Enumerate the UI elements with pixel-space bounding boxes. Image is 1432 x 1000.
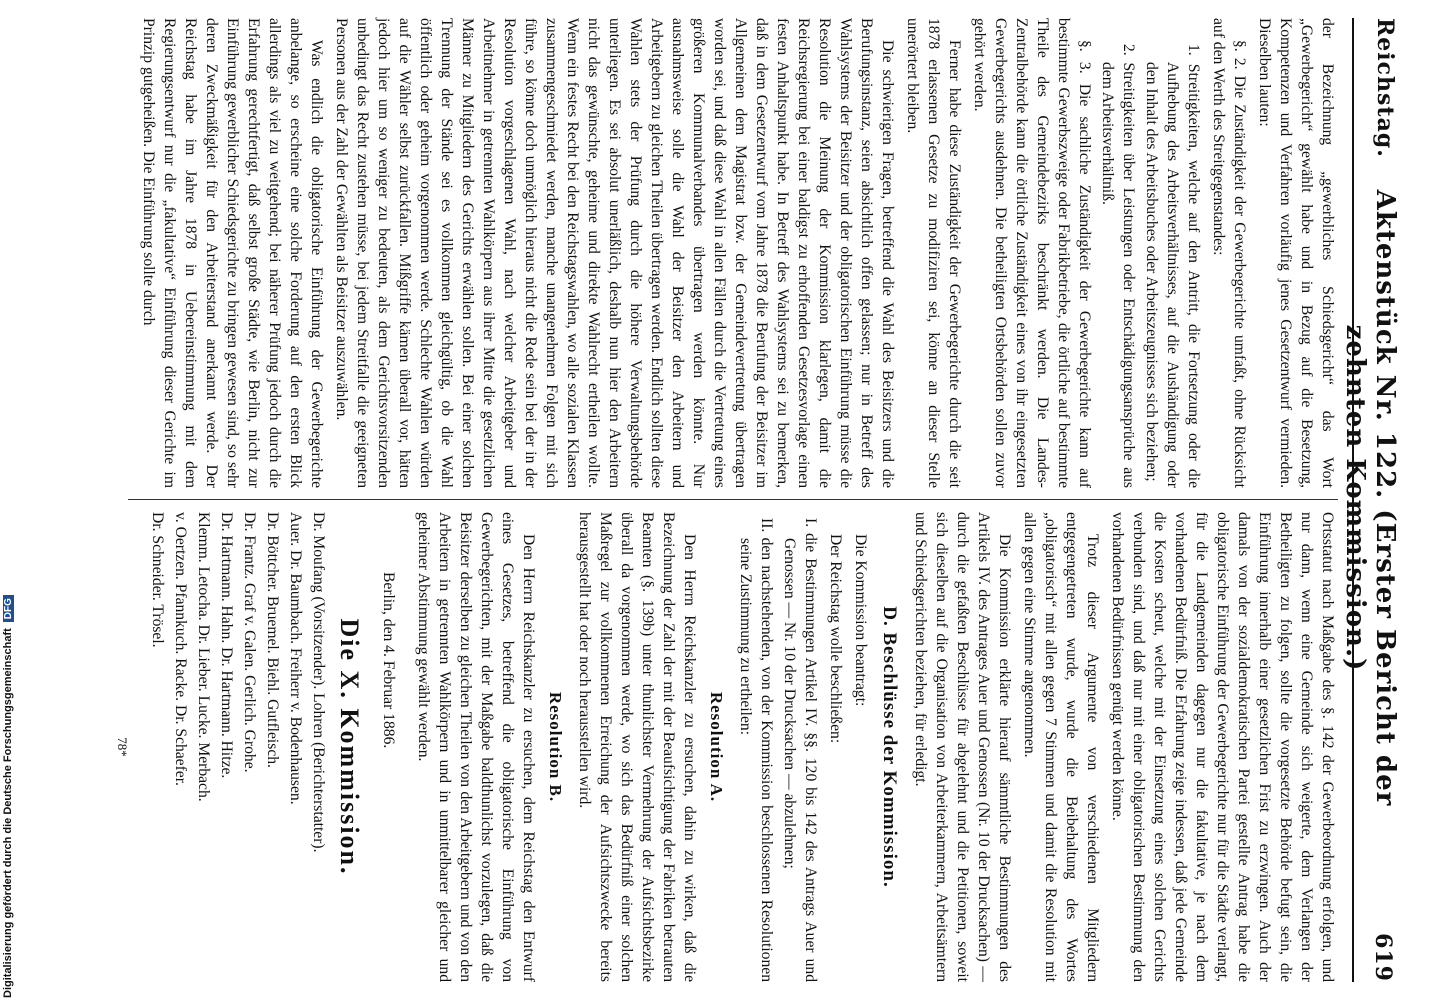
left-column [134, 18, 1338, 488]
signature-line: Dr. Moufang (Vorsitzender). Lohren (Berichterstatter). [310, 512, 327, 853]
resolution-heading: Resolution A. [707, 691, 726, 803]
paragraph: Ortsstatut nach Maßgabe des §. 142 der Gewerbeordnung erfolgen, und nur dann, wenn eine Gemeinde sich weigerte, dem Verlangen der Betheiligten zu folgen, sollte die vorgesetzte Behörde befugt sein, die Einführung innerhalb einer gesetzlichen Frist zu erzwingen. Auch der damals von der sozialdemokratischen Partei gestellte Antrag habe die obligatorische Einführung der Gewerbegerichte nur für die Städte verlangt, für die Landgemeinden dagegen nur die fakultative, je nach dem vorhandenen Bedürfniß. Die Erfahrung zeige indessen, daß jede Gemeinde die Kosten scheut, welche mit der Einsetzung eines solchen Gerichts verbunden sind, und daß nur mit einer obligatorischen Bestimmung den vorhandenen Bedürfnissen genügt werden könne. [1109, 512, 1336, 982]
header-rule [1352, 18, 1354, 982]
list-item: 1. Streitigkeiten, welche auf den Antritt, die Fortsetzung oder die Aufhebung des Arbeitsverhältnisses, auf die Aushändigung oder den Inhalt des Arbeitsbuches oder Arbeitszeugnisses sich beziehen; [1143, 44, 1202, 488]
right-column [112, 512, 1338, 982]
paragraph: Trotz dieser Argumente von verschiedenen Mitgliedern entgegengetreten wurde, wurde die Beibehaltung des Wortes „obligatorisch“ mit allen gegen 7 Stimmen und damit die Resolution mit allen gegen eine Stimme angenommen. [1021, 512, 1101, 982]
column-divider [128, 499, 1338, 500]
header-left: Reichstag. [1372, 18, 1398, 158]
list-item: II. den nachstehenden, von der Kommission beschlossenen Resolutionen seine Zustimmung zu ertheilen: [737, 518, 775, 982]
paragraph: Die Kommission erklärte hierauf sämmtliche Bestimmungen des Artikels IV. des Antrages Auer und Genossen (Nr. 10 der Drucksachen) — durch die gefaßten Beschlüsse für abgelehnt und die Petitionen, soweit sich dieselben auf die Organisation von Arbeiterkammern, Arbeitsämtern und Schiedsgerichten beziehen, für erledigt. [912, 512, 1013, 982]
dfg-logo: DFG [3, 595, 14, 622]
paragraph: §. 3. Die sachliche Zuständigkeit der Gewerbegerichte kann auf bestimmte Gewerbszweige oder Fabrikbetriebe, die örtliche auf bestimmte Theile des Gemeindebezirks beschränkt werden. Die Landes-Zentralbehörde kann die örtliche Zuständigkeit eines von ihr eingesetzten Gewerbegerichts ausdehnen. Die betheiligten Ortsbehörden sollen zuvor gehört werden. [971, 18, 1093, 488]
paragraph: Die Kommission beantragt: [852, 534, 869, 707]
paragraph: §. 2. Die Zuständigkeit der Gewerbegerichte umfaßt, ohne Rücksicht auf den Werth des Streitgegenstandes: [1210, 18, 1248, 488]
paragraph: Ferner habe diese Zuständigkeit der Gewerbegerichte durch die seit 1878 erlassenen Gesetze zu modifiziren sei, könne an dieser Stelle unerörtert bleiben. [904, 18, 963, 488]
date-line: Berlin, den 4. Februar 1886. [380, 572, 397, 749]
signatures [147, 512, 329, 982]
list-item: 2. Streitigkeiten über Leistungen oder Entschädigungsansprüche aus dem Arbeitsverhältniß. [1099, 44, 1137, 488]
paragraph: Den Herrn Reichskanzler zu ersuchen, dahin zu wirken, daß die Bezeichnung der Zahl der mit der Beaufsichtigung der Fabriken betrauten Beamten (§. 139b) unter thunlichster Vermehrung der Aufsichtsbezirke überall da vorgenommen werde, wo sich das Bedürfniß einer solchen Maßregel zur vollkommenen Erreichung der Aufsichtszwecke bereits herausgestellt hat oder noch herausstellen wird. [576, 512, 698, 982]
commission-title: Die X. Kommission. [335, 618, 364, 876]
signature-line: Dr. Hartmann. Hahn. Dr. Hartmann. Hitze. [218, 512, 235, 779]
credit-text: Digitalisierung gefördert durch die Deutsche Forschungsgemeinschaft [2, 628, 14, 998]
signature-line: v. Oertzen. Pfannkuch. Racke. Dr. Schaefer. [172, 512, 189, 786]
section-heading: D. Beschlüsse der Kommission. [879, 606, 900, 888]
paragraph: Was endlich die obligatorische Einführung der Gewerbegerichte anbelange, so erscheine eine solche Forderung auf den ersten Blick allerdings als viel zu weitgehend; bei näherer Prüfung jedoch durch die Erfahrung gerechtfertigt, daß selbst große Städte, wie Berlin, nicht zur Einführung gewerblicher Schiedsgerichte zu bringen gewesen sind, so sehr deren Zweckmäßigkeit für den Arbeiterstand anerkannt werde. Der Reichstag habe im Jahre 1878 in Uebereinstimmung mit dem Regierungsentwurf nur die „fakultative“ Einführung dieser Gerichte im Prinzip gutgeheißen. Die Einführung sollte durch [140, 18, 325, 488]
paragraph: der Bezeichnung „gewerbliches Schiedsgericht“ das Wort „Gewerbegericht“ gewählt habe und in Bezug auf die Besetzung, Kompetenzen und Verfahren vorläufig jenes Gesetzentwurf vermieden. Dieselben lauten: [1256, 18, 1336, 488]
resolution-heading: Resolution B. [546, 691, 565, 803]
page-mark: 78* [115, 737, 130, 757]
page-number: 619 [1370, 933, 1396, 982]
page-header [1340, 18, 1406, 982]
paragraph: Der Reichstag wolle beschließen: [827, 534, 844, 744]
signature-line: Dr. Schneider. Trösel. [149, 512, 166, 648]
signature-line: Dr. Böttcher. Bruemel. Biehl. Gutfleisch. [264, 512, 281, 768]
signature-line: Dr. Frantz. Graf v. Galen. Gerlich. Grohe. [241, 512, 258, 773]
signature-line: Klemm. Letocha. Dr. Lieber. Lucke. Merbach. [195, 512, 212, 802]
header-title: Aktenstück Nr. 122. (Erster Bericht der zehnten Kommission.) [1340, 189, 1400, 807]
paragraph: Den Herrn Reichskanzler zu ersuchen, dem Reichstag den Entwurf eines Gesetzes, betreffend die obligatorische Einführung von Gewerbegerichten, mit der Maßgabe baldthunlichst vorzulegen, daß die Beisitzer derselben zu gleichen Theilen von den Arbeitgebern und von den Arbeitern in getrennten Wahlkörpern und in unmittelbarer gleicher und geheimer Abstimmung gewählt werden. [415, 512, 537, 982]
list-item: I. die Bestimmungen Artikel IV. §§. 120 bis 142 des Antrags Auer und Genossen — Nr. 10 der Drucksachen — abzulehnen; [781, 518, 819, 982]
signature-line: Auer. Dr. Baumbach. Freiherr v. Bodenhausen. [287, 512, 304, 805]
paragraph: Die schwierigen Fragen, betreffend die Wahl des Beisitzers und die Berufungsinstanz, seien absichtlich offen gelassen; nur in Betreff des Wahlsystems der Beisitzer und der obligatorischen Einführung müsse die Resolution die Meinung der Kommission klarlegen, damit die Reichsregierung bei einer baldigst zu erhoffenden Gesetzesvorlage einen festen Anhaltspunkt habe. In Betreff des Wahlsystems sei zu bemerken, daß in dem Gesetzentwurf vom Jahre 1878 die Berufung der Beisitzer im Allgemeinen dem Magistrat bzw. der Gemeindevertretung übertragen worden sei, und daß diese Wahl in allen Fällen durch die Vertretung eines größeren Kommunalverbandes übertragen werden könnte. Nur ausnahmsweise solle die Wahl der Beisitzer den Arbeitern und Arbeitgebern zu gleichen Theilen übertragen werden. Endlich sollten diese Wahlen stets der Prüfung durch die höhere Verwaltungsbehörde unterliegen. Es sei absolut unerläßlich, deshalb nun hier den Arbeitern nicht das gewünschte, geheime und direkte Wahlrecht ertheilen wollte. Wenn ein festes Recht bei den Reichstagswahlen, wo alle sozialen Klassen zusammengeschmiedet werden, manche unangenehmen Folgen mit sich führe, so könne doch unmöglich hieraus nicht die Rede sein bei der in der Resolution vorgeschlagenen Wahl, nach welcher Arbeitgeber und Arbeitnehmer in getrennten Wahlkörpern aus ihrer Mitte die gesetzlichen Männer zu Mitgliedern des Gerichts erwählen sollen. Bei einer solchen Trennung der Stände sei es vollkommen gleichgültig, ob die Wahl öffentlich oder geheim vorgenommen werde. Schlechte Wahlen würden auf die Wähler selbst zurückfallen. Mißgriffe kämen überall vor, hätten jedoch hier um so weniger zu bedeuten, als dem Gerichtsvorsitzenden unbedingt das Recht zustehen müsse, bei jedem Streitfalle die geeigneten Personen aus der Zahl der Gewählten als Beisitzer auszuwählen. [333, 18, 896, 488]
